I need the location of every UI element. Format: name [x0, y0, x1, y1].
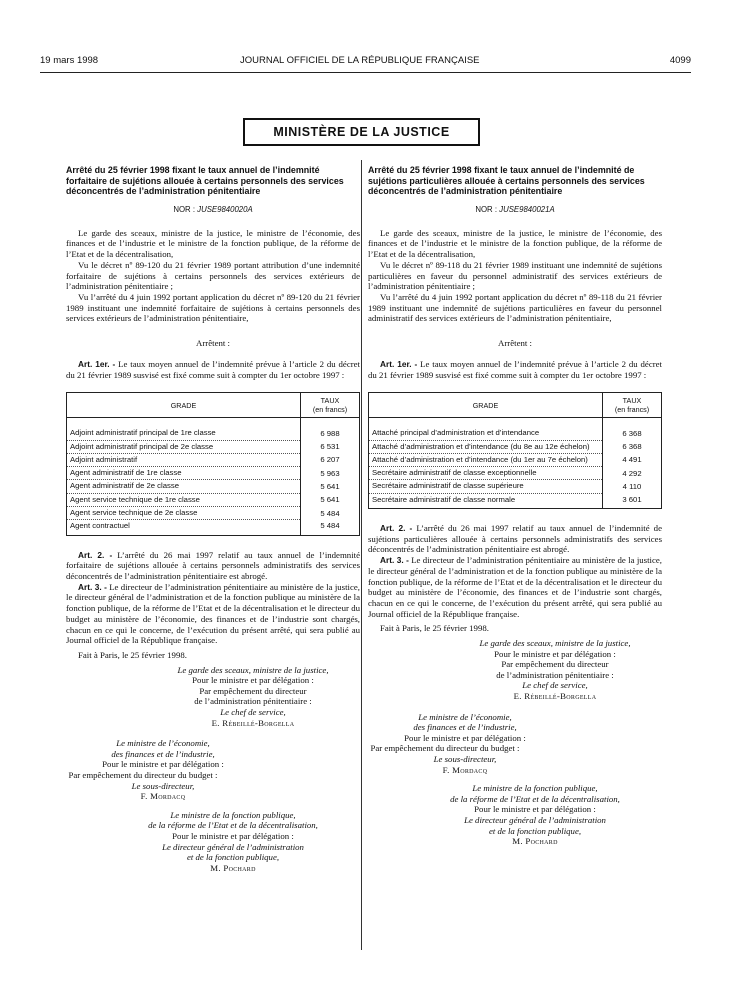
article-1: Art. 1er. - Le taux moyen annuel de l’indemnité prévue à l’article 2 du décret du 21 février 1989 susvisé est fixé comme suit à compter du 1er octobre 1997 : [368, 358, 662, 380]
table-row: Adjoint administratif 6 207 [67, 453, 360, 466]
visa-1: Vu le décret nº 89-120 du 21 février 1989 portant attribution d’une indemnité forfaitaire de sujétions à certains personnels des services extérieurs de l’administration pénitentiaire ; [66, 259, 360, 292]
signature-justice: Le garde des sceaux, ministre de la justice, Pour le ministre et par délégation : Par empêchement du directeur de l’administration pénitentiaire : Le chef de service, E. Rébeillé-Borgella [177, 664, 329, 728]
table-row: Agent service technique de 2e classe 5 484 [67, 507, 360, 520]
table-row: Agent service technique de 1re classe 5 641 [67, 493, 360, 506]
right-column [368, 165, 662, 847]
article-2: Art. 2. - L’arrêté du 26 mai 1997 relatif au taux annuel de l’indemnité forfaitaire de sujétions allouée à certains personnels administratifs des services déconcentrés de l’administration pénitentiaire est abrogé. [66, 549, 360, 581]
column-divider [361, 160, 362, 950]
preamble: Le garde des sceaux, ministre de la justice, le ministre de l’économie, des finances et de l’industrie et le ministre de la fonction publique, de la réforme de l’Etat et de la décentralisation, [66, 227, 360, 260]
signature-economie: Le ministre de l’économie, des finances et de l’industrie, Pour le ministre et par délégation : Par empêchement du directeur du budget : Le sous-directeur, F. Mordacq [68, 738, 224, 802]
fait-a-paris: Fait à Paris, le 25 février 1998. [380, 623, 489, 634]
visa-2: Vu l’arrêté du 4 juin 1992 portant application du décret nº 89-118 du 21 février 1989 instituant une indemnité de sujétions particulières en faveur du personnel administratif des services extérieurs de l’administration pénitentiaire, [368, 292, 662, 324]
table-row: Secrétaire administratif de classe normale 3 601 [369, 493, 662, 508]
decree-title: Arrêté du 25 février 1998 fixant le taux annuel de l’indemnité de sujétions particulières allouée à certains personnels des services déconcentrés de l’administration pénitentiaire [368, 165, 645, 197]
table-row: Agent administratif de 1re classe 5 963 [67, 467, 360, 480]
arretent: Arrêtent : [196, 338, 230, 349]
visa-1: Vu le décret nº 89-118 du 21 février 1989 instituant une indemnité de sujétions particulières en faveur du personnel administratif des services extérieurs de l’administration pénitentiaire ; [368, 259, 662, 292]
table-header-taux: TAUX (en francs) [603, 393, 662, 418]
page-header [40, 55, 691, 69]
table-row: Adjoint administratif principal de 2e classe 6 531 [67, 440, 360, 453]
nor-reference: NOR : JUSE9840020A [173, 204, 253, 214]
visa-2: Vu l’arrêté du 4 juin 1992 portant application du décret nº 89-120 du 21 février 1989 instituant une indemnité forfaitaire de sujétions à certains personnels des services extérieurs de l’administration pénitentiaire, [66, 292, 360, 324]
table-header-grade: GRADE [369, 393, 603, 418]
signature-fonction-publique: Le ministre de la fonction publique, de la réforme de l’Etat et de la décentralisation, Pour le ministre et par délégation : Le directeur général de l’administration et de la fonction publique, M. Pochard [450, 783, 620, 847]
rates-table [66, 392, 360, 535]
table-row: Secrétaire administratif de classe supérieure 4 110 [369, 480, 662, 493]
signature-justice: Le garde des sceaux, ministre de la justice, Pour le ministre et par délégation : Par empêchement du directeur de l’administration pénitentiaire : Le chef de service, E. Rébeillé-Borgella [479, 638, 631, 701]
table-row: Attaché principal d’administration et d’intendance 6 368 [369, 418, 662, 440]
arretent: Arrêtent : [498, 338, 532, 349]
preamble: Le garde des sceaux, ministre de la justice, le ministre de l’économie, des finances et de l’industrie et le ministre de la fonction publique, de la réforme de l’Etat et de la décentralisation, [368, 227, 662, 260]
article-2: Art. 2. - L’arrêté du 26 mai 1997 relatif au taux annuel de l’indemnité de sujétions particulières allouée à certains personnels administratifs des services déconcentrés de l’administration pénitentiaire est abrogé. [368, 523, 662, 555]
article-1: Art. 1er. - Le taux moyen annuel de l’indemnité prévue à l’article 2 du décret du 21 février 1989 susvisé est fixé comme suit à compter du 1er octobre 1997 : [66, 358, 360, 380]
table-row: Attaché d’administration et d’intendance (du 8e au 12e échelon) 6 368 [369, 440, 662, 453]
table-row: Adjoint administratif principal de 1re classe 6 988 [67, 418, 360, 440]
signature-economie: Le ministre de l’économie, des finances et de l’industrie, Pour le ministre et par délégation : Par empêchement du directeur du budget : Le sous-directeur, F. Mordacq [370, 711, 526, 775]
table-row: Agent contractuel 5 484 [67, 520, 360, 535]
table-row: Agent administratif de 2e classe 5 641 [67, 480, 360, 493]
decree-title: Arrêté du 25 février 1998 fixant le taux annuel de l’indemnité forfaitaire de sujétions allouée à certains personnels des services déconcentrés de l’administration pénitentiaire [66, 165, 344, 197]
signature-fonction-publique: Le ministre de la fonction publique, de la réforme de l’Etat et de la décentralisation, Pour le ministre et par délégation : Le directeur général de l’administration et de la fonction publique, M. Pochard [148, 809, 318, 873]
article-3: Art. 3. - Le directeur de l’administration pénitentiaire au ministère de la justice, le directeur général de l’administration et de la fonction publique au ministère de la fonction publique, de la réforme de l’Etat et de la décentralisation et le directeur du budget au ministère de l’économie, des finances et de l’industrie sont chargés, chacun en ce qui le concerne, de l’exécution du présent arrêté, qui sera publié au Journal officiel de la République française. [66, 581, 360, 646]
header-page-number: 4099 [669, 55, 691, 66]
nor-reference: NOR : JUSE9840021A [475, 204, 555, 214]
header-rule [40, 72, 691, 73]
table-row: Attaché d’administration et d’intendance (du 1er au 7e échelon) 4 491 [369, 453, 662, 466]
header-date: 19 mars 1998 [40, 55, 99, 66]
table-header-grade: GRADE [67, 393, 301, 418]
ministry-heading: MINISTÈRE DE LA JUSTICE [243, 118, 480, 146]
table-header-taux: TAUX (en francs) [301, 393, 360, 418]
table-row: Secrétaire administratif de classe exceptionnelle 4 292 [369, 467, 662, 480]
fait-a-paris: Fait à Paris, le 25 février 1998. [78, 649, 187, 660]
left-column [66, 165, 360, 873]
header-journal: JOURNAL OFFICIEL DE LA RÉPUBLIQUE FRANÇAISE [240, 55, 480, 66]
rates-table [368, 392, 662, 509]
article-3: Art. 3. - Le directeur de l’administration pénitentiaire au ministère de la justice, le directeur général de l’administration et de la fonction publique au ministère de la fonction publique, de la réforme de l’Etat et de la décentralisation et le directeur du budget au ministère de l’économie, des finances et de l’industrie sont chargés, chacun en ce qui le concerne, de l’exécution du présent arrêté, qui sera publié au Journal officiel de la République française. [368, 555, 662, 619]
